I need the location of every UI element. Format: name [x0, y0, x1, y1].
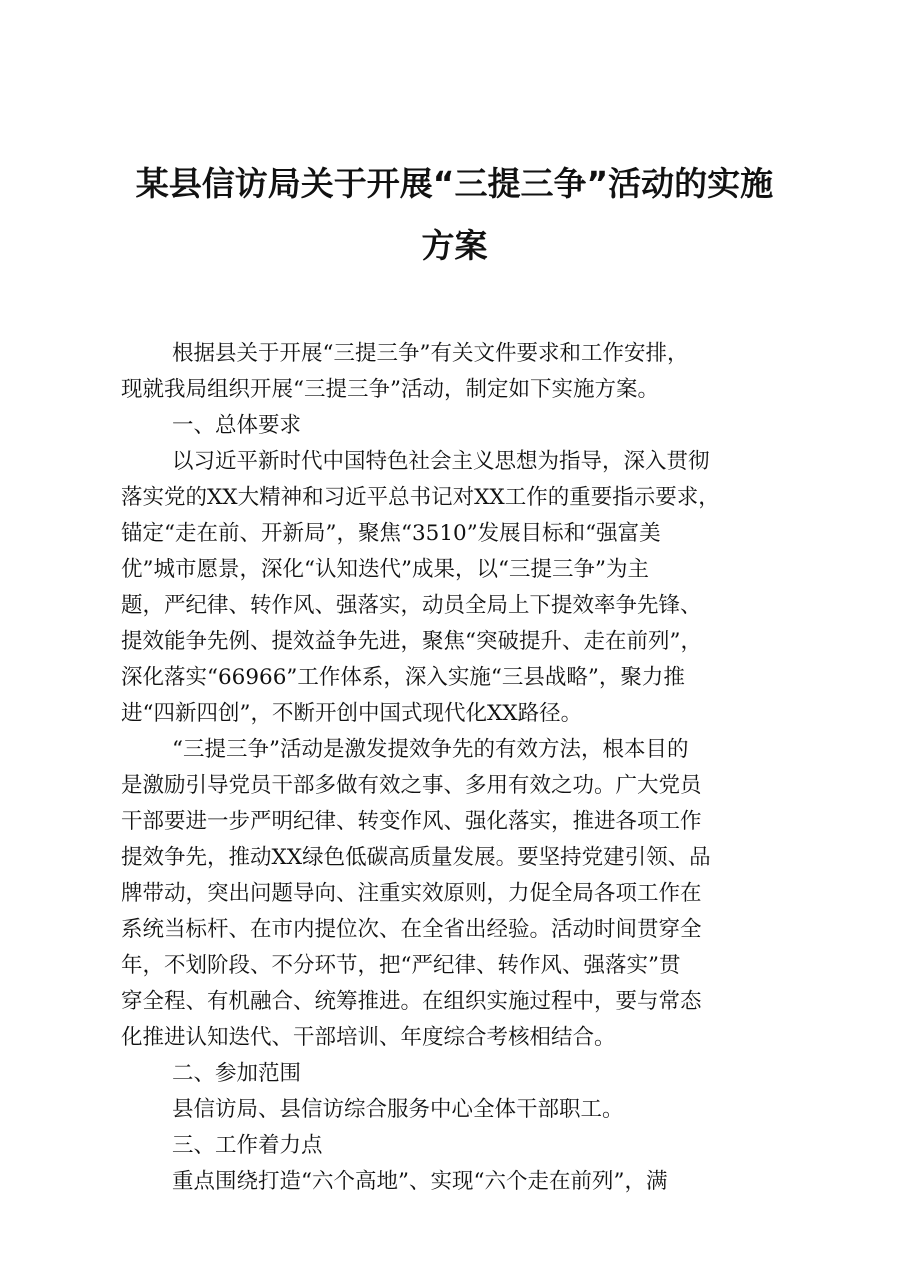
body-line: 干部要进一步严明纪律、转变作风、强化落实，推进各项工作	[121, 809, 702, 834]
body-line: 重点围绕打造“六个高地”、实现“六个走在前列”，满	[172, 1169, 668, 1194]
document-title-line-2: 方案	[421, 226, 488, 265]
body-line: 是激励引导党员干部多做有效之事、多用有效之功。广大党员	[121, 773, 702, 798]
body-line: 牌带动，突出问题导向、注重实效原则，力促全局各项工作在	[121, 881, 702, 906]
body-line: “三提三争”活动是激发提效争先的有效方法，根本目的	[172, 737, 689, 762]
body-line: 年，不划阶段、不分环节，把“严纪律、转作风、强落实”贯	[121, 953, 681, 978]
body-line: 优”城市愿景，深化“认知迭代”成果，以“三提三争”为主	[121, 557, 649, 582]
body-line: 以习近平新时代中国特色社会主义思想为指导，深入贯彻	[172, 449, 710, 474]
body-line: 化推进认知迭代、干部培训、年度综合考核相结合。	[121, 1025, 616, 1050]
body-line: 二、参加范围	[172, 1061, 302, 1086]
body-line: 系统当标杆、在市内提位次、在全省出经验。活动时间贯穿全	[121, 917, 702, 942]
document-title-line-1: 某县信访局关于开展“三提三争”活动的实施	[135, 164, 774, 203]
body-line: 一、总体要求	[172, 413, 302, 438]
body-line: 题，严纪律、转作风、强落实，动员全局上下提效率争先锋、	[121, 593, 702, 618]
body-line: 深化落实“66966”工作体系，深入实施“三县战略”，聚力推	[121, 665, 685, 690]
body-line: 根据县关于开展“三提三争”有关文件要求和工作安排，	[172, 341, 689, 366]
body-line: 落实党的XX大精神和习近平总书记对XX工作的重要指示要求，	[121, 485, 720, 510]
body-line: 锚定“走在前、开新局”，聚焦“3510”发展目标和“强富美	[121, 521, 661, 546]
body-line: 三、工作着力点	[172, 1133, 323, 1158]
body-line: 县信访局、县信访综合服务中心全体干部职工。	[172, 1097, 624, 1122]
body-line: 现就我局组织开展“三提三争”活动，制定如下实施方案。	[121, 377, 659, 402]
body-line: 穿全程、有机融合、统筹推进。在组织实施过程中，要与常态	[121, 989, 702, 1014]
body-line: 提效能争先例、提效益争先进，聚焦“突破提升、走在前列”，	[121, 629, 702, 654]
document-body	[121, 336, 801, 1200]
body-line: 提效争先，推动XX绿色低碳高质量发展。要坚持党建引领、品	[121, 845, 711, 870]
body-line: 进“四新四创”，不断开创中国式现代化XX路径。	[121, 701, 583, 726]
